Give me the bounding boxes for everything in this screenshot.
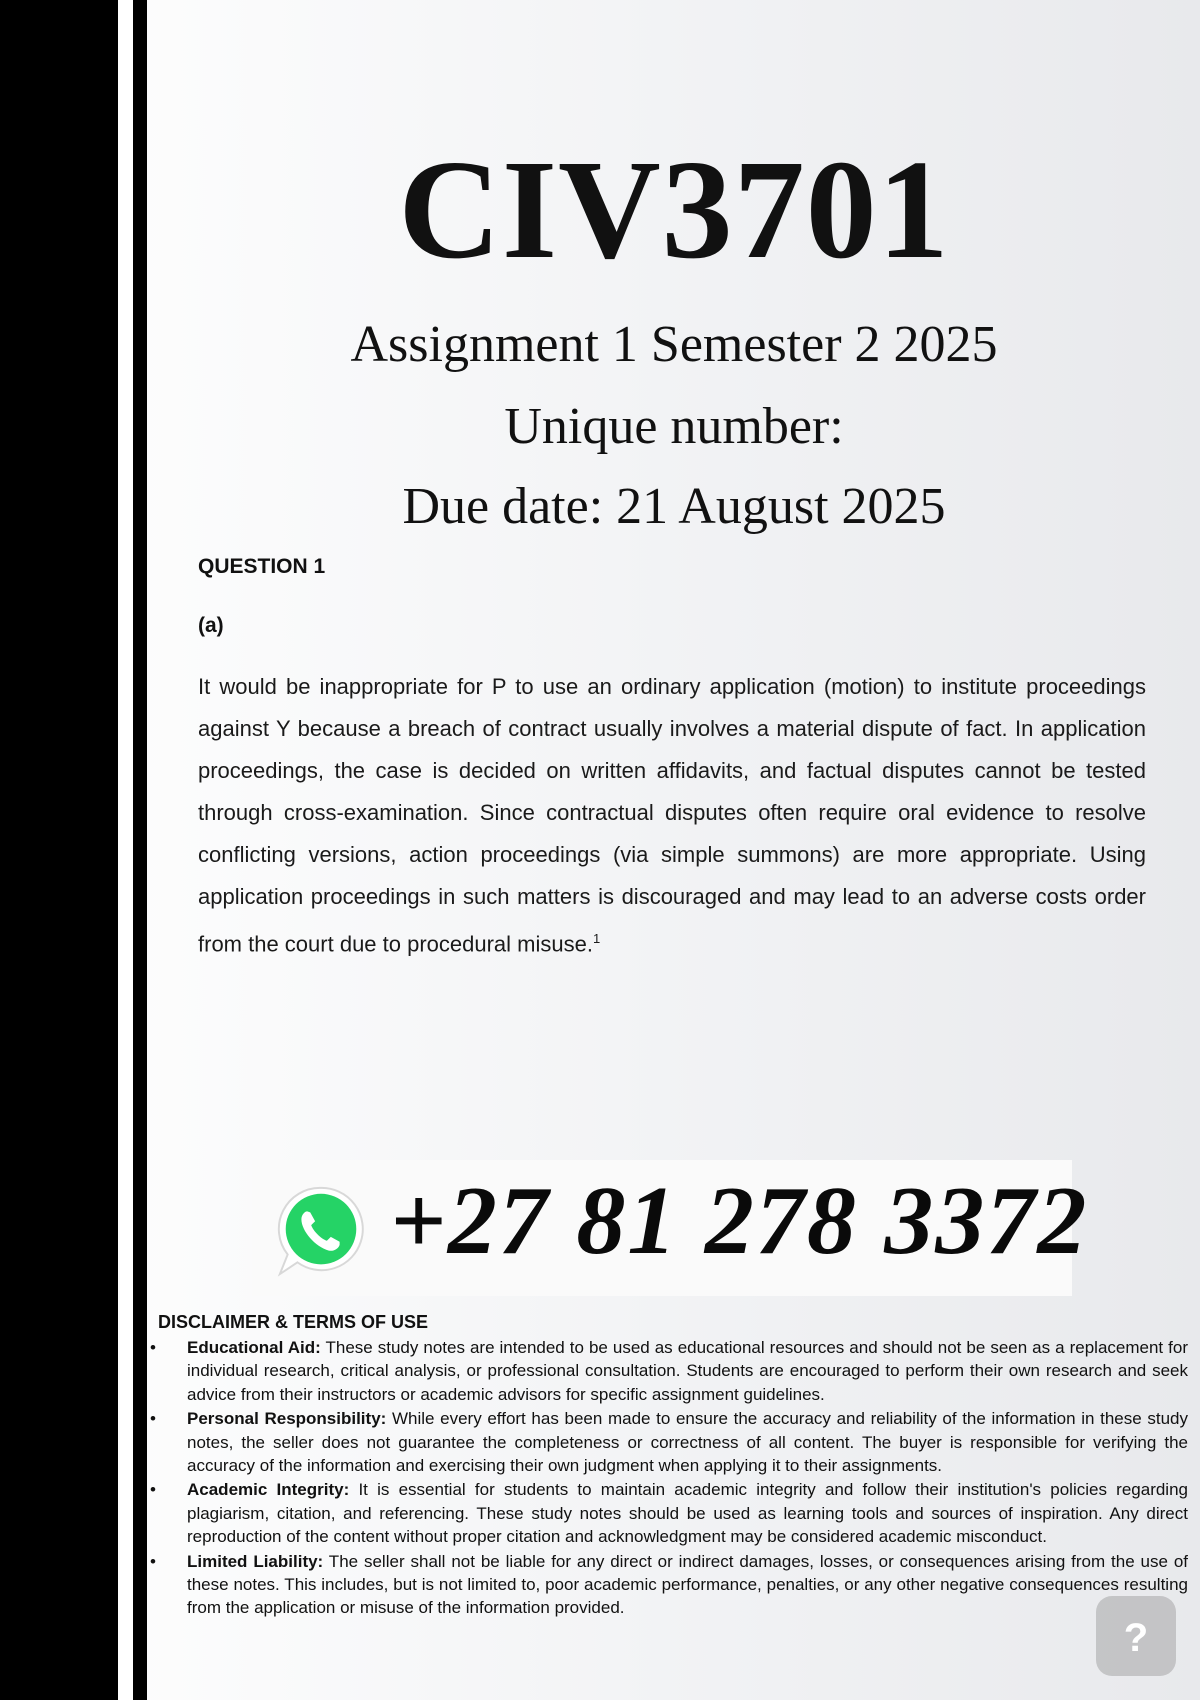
bullet-icon: • (150, 1409, 156, 1429)
whatsapp-icon (272, 1182, 370, 1280)
disclaimer-title: DISCLAIMER & TERMS OF USE (158, 1312, 429, 1332)
disclaimer-text: These study notes are intended to be used as educational resources and should not be seen as a replacement for individual research, critical analysis, or professional consultation. Students are encouraged to perform their own research and seek advice from their instructors or academic advisors for specific assignment guidelines. (187, 1338, 1188, 1404)
disclaimer-label: Educational Aid: (187, 1338, 321, 1357)
unique-number: Unique number: (504, 398, 844, 455)
disclaimer-item (148, 1407, 1188, 1477)
disclaimer-item (148, 1478, 1188, 1548)
disclaimer-text: While every effort has been made to ensure the accuracy and reliability of the information in these study notes, the seller does not guarantee the completeness or correctness of all content. The buyer is responsible for verifying the accuracy of the information and exercising their own judgment when applying it to their assignments. (187, 1409, 1188, 1476)
due-date: Due date: 21 August 2025 (402, 478, 946, 535)
footnote-marker: 1 (592, 931, 601, 946)
disclaimer-text: It is essential for students to maintain academic integrity and follow their institution's policies regarding plagiarism, citation, and referencing. These study notes should be used as learning tools and sources of inspiration. Any direct reproduction of the content without proper citation and acknowledgment may be considered academic misconduct. (187, 1480, 1188, 1547)
question-part: (a) (198, 614, 224, 637)
contact-banner (252, 1160, 1089, 1296)
assignment-title: Assignment 1 Semester 2 2025 (350, 316, 998, 373)
answer-text: It would be inappropriate for P to use an ordinary application (motion) to institute proceedings against Y because a breach of contract usually involves a material dispute of fact. In application proceedings, the case is decided on written affidavits, and factual disputes cannot be tested through cross-examination. Since contractual disputes often require oral evidence to resolve conflicting versions, action proceedings (via simple summons) are more appropriate. Using application proceedings in such matters is discouraged and may lead to an adverse costs order from the court due to procedural misuse. (198, 674, 1146, 957)
app-badge-icon[interactable] (1096, 1596, 1176, 1676)
course-code: CIV3701 (398, 130, 950, 288)
left-black-border (0, 0, 118, 1700)
phone-number: +27 81 278 3372 (390, 1167, 1089, 1275)
badge-glyph: ? (1123, 1616, 1149, 1660)
disclaimer-list (148, 1336, 1188, 1621)
bullet-icon: • (150, 1338, 156, 1357)
left-inner-border (133, 0, 147, 1700)
answer-paragraph (198, 666, 1146, 965)
question-title: QUESTION 1 (198, 555, 326, 578)
disclaimer-label: Academic Integrity: (187, 1480, 350, 1500)
disclaimer-item (148, 1550, 1188, 1620)
left-border-gap (118, 0, 133, 1700)
disclaimer-item (148, 1336, 1188, 1406)
disclaimer-label: Personal Responsibility: (187, 1409, 387, 1429)
disclaimer-text: The seller shall not be liable for any direct or indirect damages, losses, or consequences arising from the use of these notes. This includes, but is not limited to, poor academic performance, penalties, or any other negative consequences resulting from the application or misuse of the information provided. (187, 1551, 1189, 1618)
bullet-icon: • (150, 1551, 156, 1571)
disclaimer-label: Limited Liability: (187, 1551, 324, 1571)
bullet-icon: • (150, 1480, 156, 1500)
